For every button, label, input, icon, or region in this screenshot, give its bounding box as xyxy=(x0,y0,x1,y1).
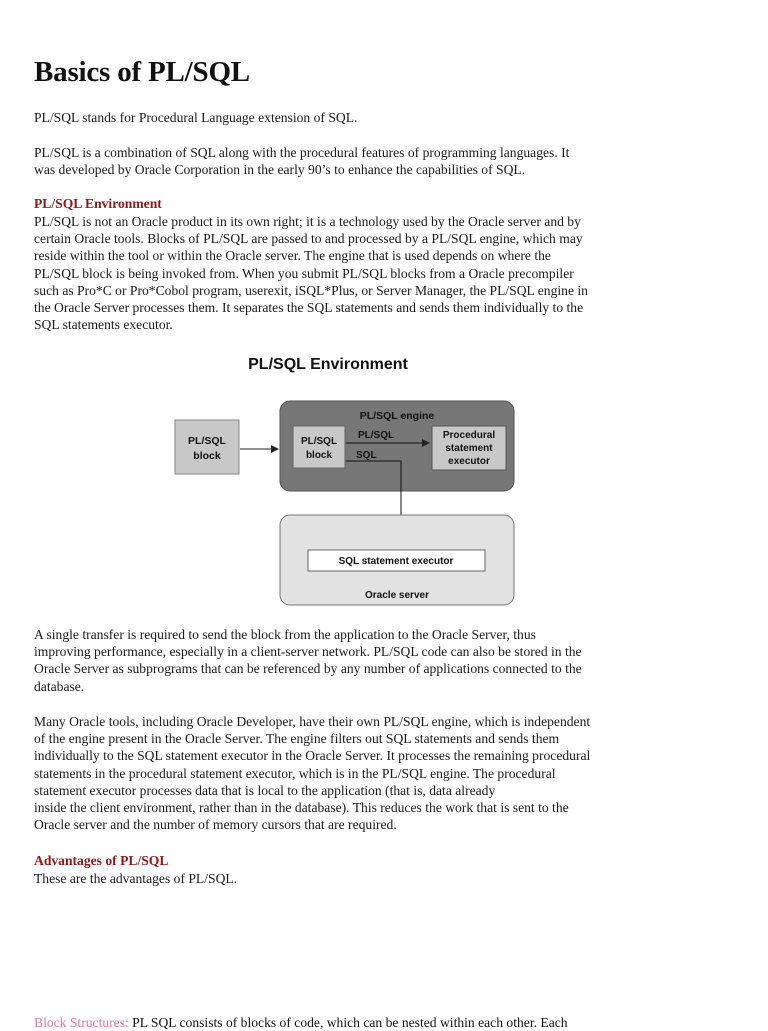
advantages-heading: Advantages of PL/SQL xyxy=(34,853,169,868)
text-line: statement executor processes data that is local to the application (that is, data already xyxy=(34,782,496,798)
procedural-label-line3: executor xyxy=(448,456,490,467)
sql-executor-label: SQL statement executor xyxy=(338,556,454,567)
text-line: statements in the procedural statement executor, which is in the PL/SQL engine. The procedural xyxy=(34,765,556,781)
combination-paragraph xyxy=(34,144,569,178)
tools-paragraph xyxy=(34,713,590,833)
engine-label: PL/SQL engine xyxy=(359,410,435,422)
inner-plsql-block xyxy=(293,426,345,468)
oracle-server-label: Oracle server xyxy=(365,590,429,601)
text-line: was developed by Oracle Corporation in the early 90’s to enhance the capabilities of SQL. xyxy=(34,162,526,178)
text-line: improving performance, especially in a client-server network. PL/SQL code can also be stored in the xyxy=(34,644,582,660)
plsql-environment-diagram xyxy=(174,348,520,610)
environment-paragraph xyxy=(34,213,588,333)
text-line: PL/SQL block is being invoked from. When you submit PL/SQL blocks from a Oracle precompiler xyxy=(34,265,574,281)
block-structures-line xyxy=(34,1014,568,1031)
inner-block-label-line2: block xyxy=(305,450,333,461)
text-line: individually to the SQL statement executor in the Oracle Server. It processes the remaining procedural xyxy=(34,748,591,764)
sql-arrow-label: SQL xyxy=(356,450,377,461)
text-line: Oracle Server as subprograms that can be referenced by any number of applications connected to the xyxy=(34,661,582,677)
text-line: database. xyxy=(34,678,85,694)
text-line: reside within the tool or within the Oracle server. The engine that is used depends on where the xyxy=(34,248,551,264)
procedural-label-line2: statement xyxy=(445,443,493,454)
text-line: inside the client environment, rather than in the database). This reduces the work that is sent to the xyxy=(34,800,569,816)
text-line: These are the advantages of PL/SQL. xyxy=(34,871,238,886)
transfer-paragraph xyxy=(34,626,582,695)
procedural-label-line1: Procedural xyxy=(442,430,496,441)
text-line: the Oracle Server processes them. It separates the SQL statements and sends them individually to the xyxy=(34,300,584,316)
text-line: SQL statements executor. xyxy=(34,317,173,333)
text-line: PL/SQL is not an Oracle product in its own right; it is a technology used by the Oracle server and by xyxy=(34,214,581,229)
plsql-arrow-label: PL/SQL xyxy=(358,430,395,441)
diagram-title: PL/SQL Environment xyxy=(248,356,408,373)
page-title: Basics of PL/SQL xyxy=(34,56,250,88)
text-line: PL/SQL is a combination of SQL along with the procedural features of programming languages. It xyxy=(34,145,570,160)
text-line: A single transfer is required to send the block from the application to the Oracle Server, thus xyxy=(34,627,536,642)
text-line: Many Oracle tools, including Oracle Developer, have their own PL/SQL engine, which is independent xyxy=(34,714,591,729)
intro-paragraph xyxy=(34,109,357,126)
outer-block-label-line1: PL/SQL xyxy=(188,435,226,447)
block-structures-text: PL SQL consists of blocks of code, which can be nested within each other. Each xyxy=(128,1015,568,1030)
environment-heading: PL/SQL Environment xyxy=(34,196,162,211)
inner-block-label-line1: PL/SQL xyxy=(300,436,338,447)
block-structures-keyword: Block Structures: xyxy=(34,1015,129,1030)
outer-plsql-block xyxy=(175,420,239,474)
advantages-paragraph xyxy=(34,870,237,887)
text-line: such as Pro*C or Pro*Cobol program, userexit, iSQL*Plus, or Server Manager, the PL/SQL engine in xyxy=(34,282,588,298)
outer-block-label-line2: block xyxy=(193,450,221,462)
text-line: of the engine present in the Oracle Server. The engine filters out SQL statements and sends them xyxy=(34,731,560,747)
text-line: PL/SQL stands for Procedural Language extension of SQL. xyxy=(34,110,358,125)
text-line: Oracle server and the number of memory cursors that are required. xyxy=(34,817,397,833)
text-line: certain Oracle tools. Blocks of PL/SQL are passed to and processed by a PL/SQL engine, which may xyxy=(34,231,583,247)
